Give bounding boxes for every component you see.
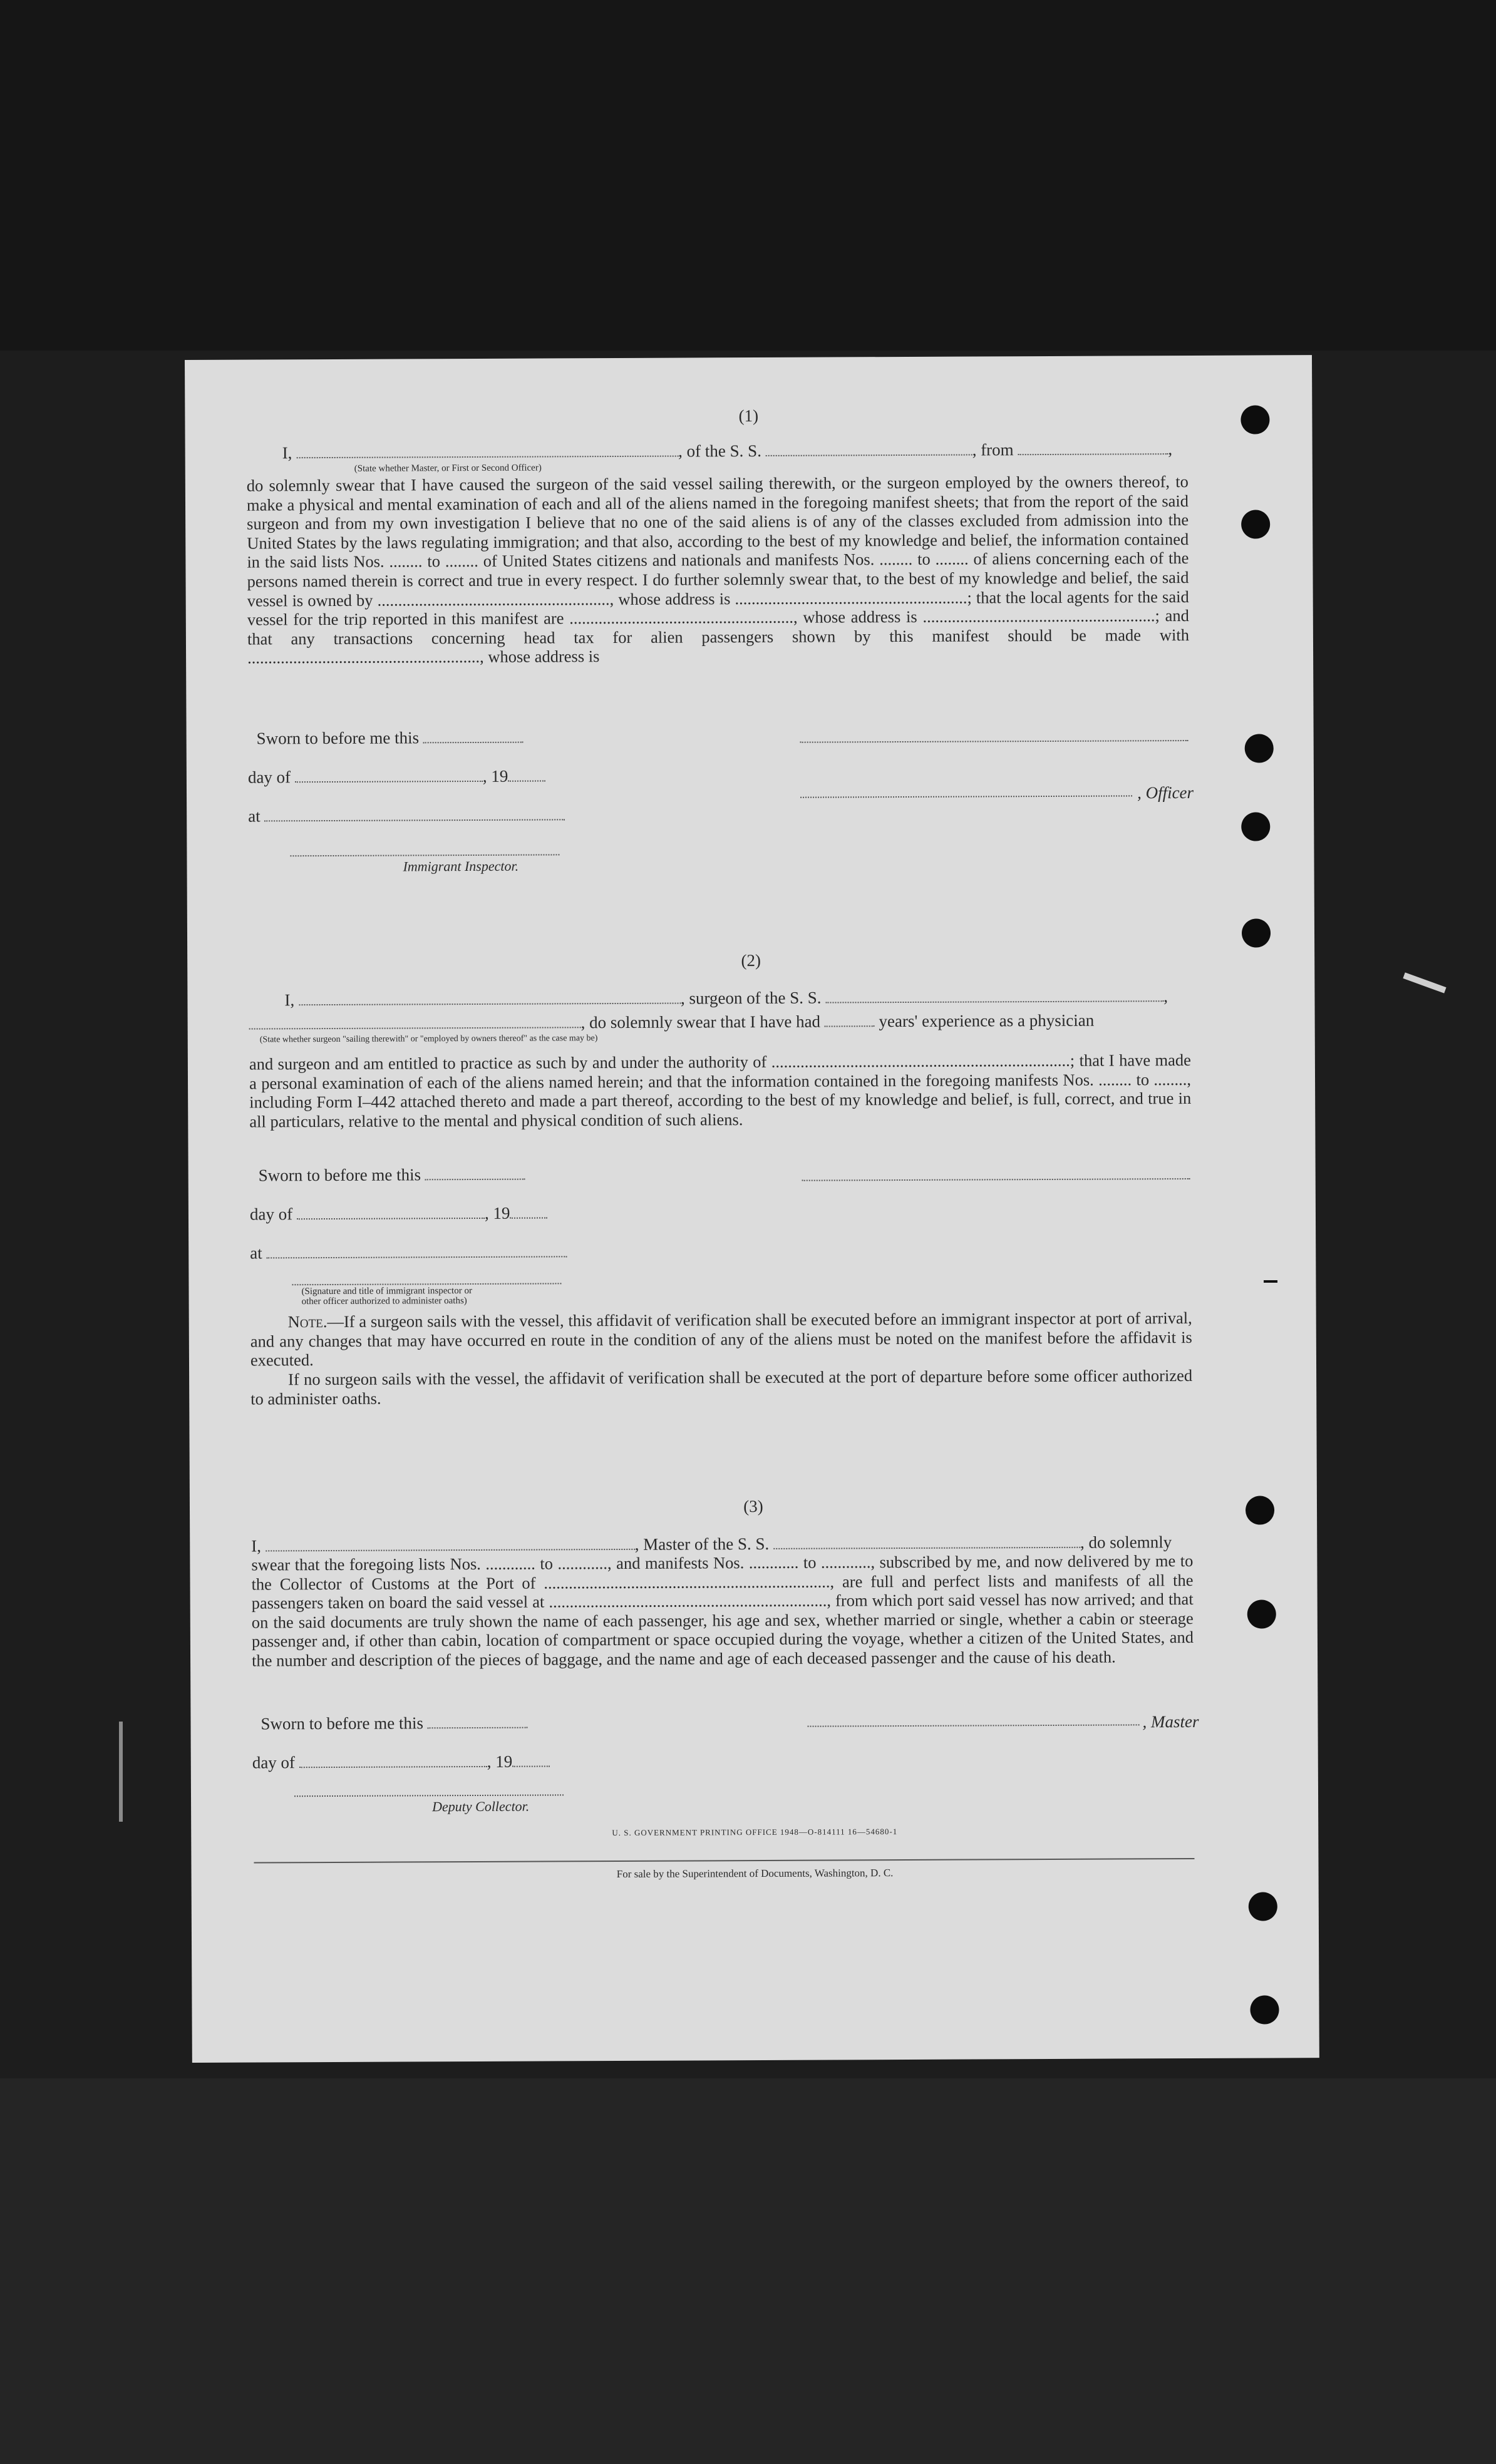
section-2-number: (2) [741,950,761,970]
month-field-3[interactable] [299,1751,487,1768]
sworn-label: Sworn to before me this [258,1165,421,1185]
vessel-name-field-3[interactable] [773,1532,1080,1549]
section-1-sworn [257,724,1196,749]
years-field[interactable] [825,1010,875,1027]
punch-hole [1241,510,1270,538]
section-1-declaration-line: I, , of the S. S. , from , [282,439,1173,463]
section-3-sworn [261,1709,1200,1734]
place-field[interactable] [264,804,565,821]
section-3-oath-text: swear that the foregoing lists Nos. ............ to ............, and manifests Nos. ............ to ............, subscribed by me, and now delivered by me to the Collector of Customs at the Port of ....................................................................., are full and perfect lists and manifests of all the passengers taken on board the said vessel at ..................................................................., from which port said vessel has now arrived; and that on the said documents are truly shown the name of each passenger, his age and sex, whether married or single, whether a cabin or steerage passenger and, if other than cabin, location of compartment or space occupied during the voyage, whether a citizen of the United States, and the number and description of the pieces of baggage, and the name and age of each deceased passenger and the cause of his death. [251,1551,1194,1670]
year-label: , 19 [487,1752,513,1771]
at-label: at [250,1243,262,1263]
section-2-oath-text: and surgeon and am entitled to practice as such by and under the authority of ........................................................................; that I have made a personal examination of each of the aliens named herein; and that the information contained in the foregoing manifests Nos. ........ to ........, including Form I–442 attached thereto and made a part thereof, according to the best of my knowledge and belief, is full, correct, and true in all particulars, relative to the mental and physical condition of such aliens. [249,1050,1192,1131]
surgeon-note [250,1308,1192,1370]
section-1-from: , from [972,440,1014,459]
section-3-i: I, [251,1536,262,1556]
scan-background-bottom [0,2078,1496,2464]
section-2-at [250,1238,1189,1263]
swear-label: , do solemnly swear that I have had [580,1012,821,1032]
vessel-name-field-2[interactable] [825,985,1163,1003]
sworn-date-field-3[interactable] [428,1712,528,1729]
master-caption: , Master [1142,1712,1199,1732]
section-1-state-note: (State whether Master, or First or Second Officer) [354,463,542,474]
years-label: years' experience as a physician [879,1010,1095,1031]
do-solemnly-label: , do solemnly [1080,1532,1172,1552]
punch-hole [1242,918,1271,947]
day-of-label: day of [247,767,291,787]
section-2-sworn [259,1161,1198,1186]
section-2-line-2 [249,1009,1189,1034]
section-2-state-note: (State whether surgeon "sailing therewith" or "employed by owners thereof" as the case may be) [259,1034,598,1045]
year-label: , 19 [484,1203,510,1223]
year-label: , 19 [482,766,508,786]
month-field-2[interactable] [297,1203,485,1219]
punch-hole [1249,1892,1277,1921]
surgeon-of-label: , surgeon of the S. S. [680,988,822,1008]
master-label [1142,1712,1205,1732]
scan-artifact [1403,972,1446,993]
sworn-label: Sworn to before me this [261,1713,424,1733]
sworn-label: Sworn to before me this [256,728,420,748]
surgeon-name-field[interactable] [299,988,681,1006]
officer-caption: , Officer [1137,783,1194,803]
footer-rule [254,1858,1194,1864]
inspector-signature-line[interactable] [290,853,559,856]
at-label: at [248,806,261,826]
punch-hole [1245,734,1274,762]
section-1-oath-text: do solemnly swear that I have caused the surgeon of the said vessel sailing therewith, or the surgeon employed by the owners thereof, to make a physical and mental examination of each and all of the aliens named in the foregoing manifest sheets; that from the report of the said surgeon and from my own investigation I believe that no one of the said aliens is of any of the classes excluded from admission into the United States by the laws regulating immigration; and that also, according to the best of my knowledge and belief, the information contained in the said lists Nos. ........ to ........ of United States citizens and nationals and manifests Nos. ........ to ........ of aliens concerning each of the persons named therein is correct and true in every respect. I do further solemnly swear that, to the best of my knowledge and belief, the said vessel is owned by ........................................................, whose address is ........................................................; that the local agents for the said vessel for the trip reported in this manifest are ......................................................, whose address is ........................................................; and that any transactions concerning head tax for alien passengers shown by this manifest should be made with ........................................................, whose address is [246,472,1189,667]
sale-notice: For sale by the Superintendent of Documents, Washington, D. C. [616,1867,894,1881]
immigrant-inspector-caption: Immigrant Inspector. [403,858,519,875]
deputy-signature-line[interactable] [294,1793,564,1797]
note-label: Note. [287,1312,328,1332]
no-surgeon-note: If no surgeon sails with the vessel, the affidavit of verification shall be executed at the port of departure before some officer authorized to administer oaths. [250,1365,1193,1409]
scan-artifact [119,1722,123,1822]
officer-name-field[interactable] [296,441,678,459]
vessel-name-field[interactable] [766,439,972,456]
surgeon-status-field[interactable] [249,1012,581,1029]
sworn-date-field-2[interactable] [425,1164,525,1181]
section-3-day-of [252,1748,1192,1773]
section-1-i: I, [282,443,292,463]
master-name-field[interactable] [266,1534,635,1552]
sig-note-1: (Signature and title of immigrant inspector or [301,1286,472,1297]
year-field-2[interactable] [510,1202,547,1218]
deputy-collector-caption: Deputy Collector. [432,1798,530,1815]
scan-artifact [1264,1280,1277,1283]
gpo-imprint: U. S. GOVERNMENT PRINTING OFFICE 1948—O-814111 16—54680-1 [612,1827,898,1838]
section-3-number: (3) [743,1496,763,1516]
officer-title-line[interactable] [800,794,1132,798]
master-of-label: , Master of the S. S. [634,1534,770,1554]
section-2-day-of [250,1199,1189,1224]
punch-hole [1241,812,1270,841]
section-2-i: I, [284,990,295,1010]
section-1-day-of [248,762,1187,788]
year-field-3[interactable] [512,1750,550,1767]
form-page [185,355,1319,2063]
scan-background-top [0,0,1496,351]
section-1-number: (1) [738,406,759,426]
punch-hole [1250,1995,1279,2024]
section-1-at [248,801,1187,826]
place-field-2[interactable] [266,1241,567,1258]
port-from-field[interactable] [1018,438,1168,455]
punch-hole [1247,1599,1276,1628]
sworn-date-field[interactable] [423,727,524,744]
sig-note-2: other officer authorized to administer oaths) [301,1296,467,1307]
day-of-label: day of [252,1753,296,1772]
officer-label [1137,783,1200,803]
section-1-of-ss: , of the S. S. [678,441,761,461]
note-body: —If a surgeon sails with the vessel, this affidavit of verification shall be executed before an immigrant inspector at port of arrival, and any changes that may have occurred en route in the condition of any of the aliens must be noted on the manifest before the affidavit is executed. [250,1308,1192,1370]
day-of-label: day of [249,1204,293,1224]
month-field[interactable] [295,766,483,783]
year-field[interactable] [508,765,545,781]
section-2-line-1: I, , surgeon of the S. S. , [284,987,1168,1010]
